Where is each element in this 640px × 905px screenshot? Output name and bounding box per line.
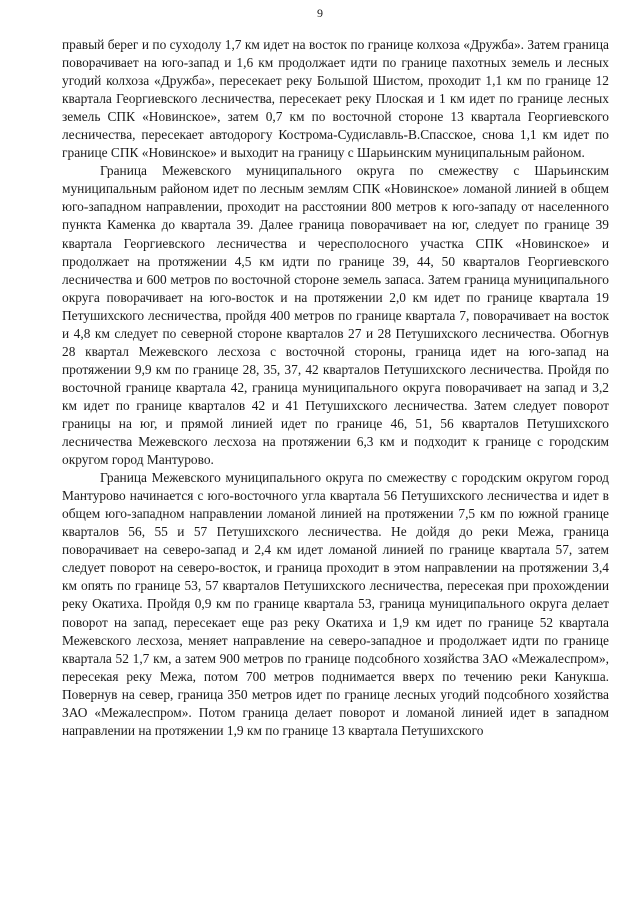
document-body — [62, 36, 609, 740]
paragraph-sharya-border: Граница Межевского муниципального округа по смежеству с Шарьинским муниципальным районом идет по лесным землям СПК «Новинское» ломаной линией в общем юго-западном направлении, проходит на расстоянии 800 метров к юго-западу от населенного пункта Каменка до квартала 39. Далее граница поворачивает на юг, следует по границе 39 квартала Георгиевского лесничества и чересполосного участка СПК «Новинское» и продолжает на протяжении 4,5 км идти по границе 39, 44, 50 кварталов Георгиевского лесничества и 600 метров по восточной стороне земель запаса. Затем граница муниципального округа поворачивает на юго-восток и на протяжении 2,0 км идет по границе квартала 19 Петушихского лесничества, пройдя 400 метров по границе квартала 7, поворачивает на восток и 4,8 км следует по северной стороне кварталов 27 и 28 Петушихского лесничества. Обогнув 28 квартал Межевского лесхоза с восточной стороны, граница идет на юго-запад на протяжении 9,9 км по границе 28, 35, 37, 42 кварталов Петушихского лесничества. Пройдя по восточной границе квартала 42, граница муниципального округа поворачивает на запад и 3,2 км идет по границе кварталов 42 и 41 Петушихского лесничества. Затем следует поворот границы на юг, и прямой линией идет по границе 46, 51, 56 кварталов Петушихского лесничества Межевского лесхоза на протяжении 6,3 км и подходит к границе с городским округом город Мантурово. — [62, 163, 609, 468]
paragraph-continuation: правый берег и по суходолу 1,7 км идет на восток по границе колхоза «Дружба». Затем граница поворачивает на юго-запад и 1,6 км продолжает идти по границе пахотных земель и лесных угодий колхоза «Дружба», пересекает реку Большой Шистом, проходит 1,1 км по границе 12 квартала Георгиевского лесничества, пересекает реку Плоская и 1 км идет по границе лесных земель СПК «Новинское», затем 0,7 км по восточной стороне 13 квартала Георгиевского лесничества, пересекает автодорогу Кострома-Судиславль-В.Спасское, снова 1,1 км идет по границе СПК «Новинское» и выходит на границу с Шарьинским муниципальным районом. — [62, 37, 609, 161]
page-number: 9 — [317, 6, 323, 20]
paragraph-manturovo-border: Граница Межевского муниципального округа по смежеству с городским округом город Мантурово начинается с юго-восточного угла квартала 56 Петушихского лесничества и идет в общем юго-западном направлении ломаной линией на протяжении 7,5 км по южной границе кварталов 56, 55 и 57 Петушихского лесничества. Не дойдя до реки Межа, граница поворачивает на северо-запад и 2,4 км идет ломаной линией по границе квартала 57, затем следует поворот на северо-восток, и граница проходит в этом направлении на протяжении 3,4 км опять по границе 53, 57 кварталов Петушихского лесничества, пересекая при прохождении реку Окатиха. Пройдя 0,9 км по границе квартала 53, граница муниципального округа делает поворот на запад, пересекает еще раз реку Окатиха и 1,9 км идет по границе 52 квартала Межевского лесхоза, меняет направление на северо-западное и продолжает идти по границе квартала 52 1,7 км, а затем 900 метров по границе подсобного хозяйства ЗАО «Межалеспром», пересекая реку Межа, потом 700 метров поднимается вверх по течению реки Канукша. Повернув на север, граница 350 метров идет по границе лесных угодий подсобного хозяйства ЗАО «Межалеспром». Потом граница делает поворот и ломаной линией идет в западном направлении на протяжении 1,9 км по границе 13 квартала Петушихского — [62, 470, 609, 738]
